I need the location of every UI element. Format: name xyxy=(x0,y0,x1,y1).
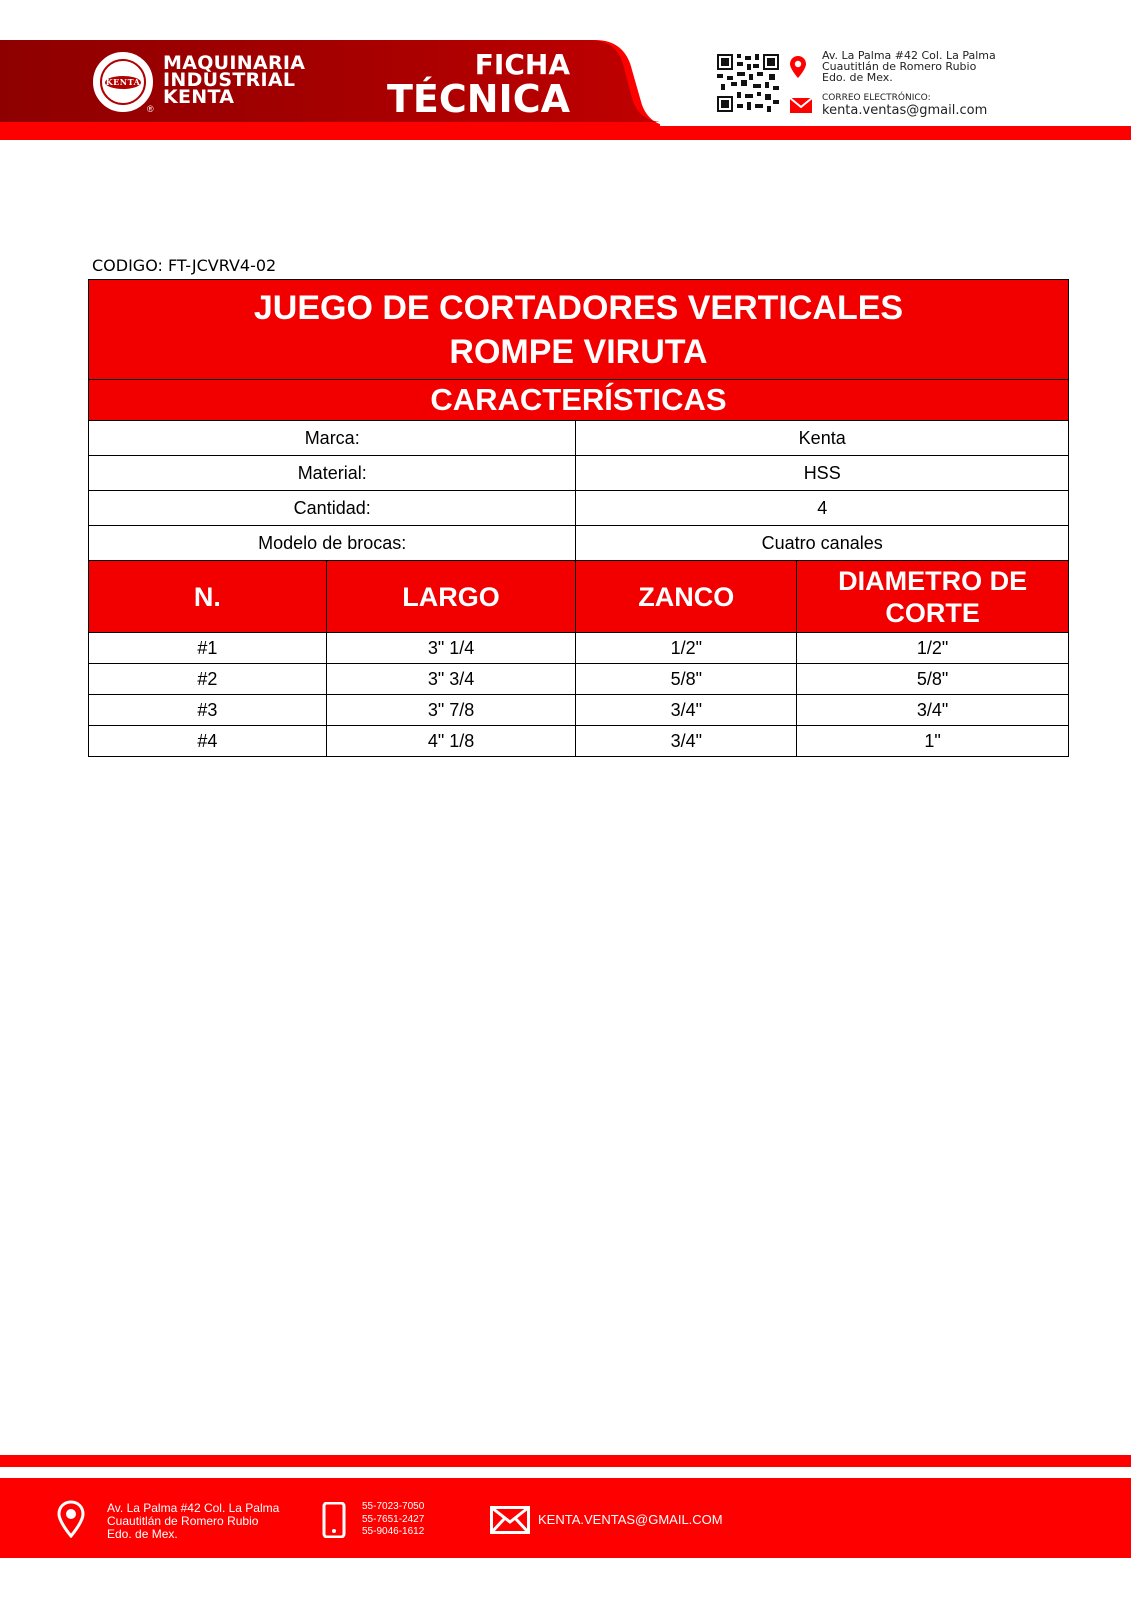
col-header-diametro: DIAMETRO DE CORTE xyxy=(797,561,1069,633)
spec-value: Cuatro canales xyxy=(576,526,1069,561)
product-title: JUEGO DE CORTADORES VERTICALES ROMPE VIRUTA xyxy=(89,280,1069,380)
envelope-icon xyxy=(790,98,812,113)
col-header-zanco: ZANCO xyxy=(576,561,797,633)
spec-row xyxy=(89,491,1069,526)
document-code: CODIGO: FT-JCVRV4-02 xyxy=(92,256,277,275)
header-email[interactable]: kenta.ventas@gmail.com xyxy=(822,103,988,118)
envelope-icon xyxy=(490,1506,530,1534)
table-row: #1 3" 1/4 1/2" 1/2" xyxy=(89,633,1069,664)
column-header-row xyxy=(89,561,1069,633)
document-type-title: FICHA TÉCNICA xyxy=(386,48,570,121)
spec-value: HSS xyxy=(576,456,1069,491)
col-header-largo: LARGO xyxy=(326,561,576,633)
footer-red-stripe xyxy=(0,1455,1131,1467)
table-row: #4 4" 1/8 3/4" 1" xyxy=(89,726,1069,757)
header-address: Av. La Palma #42 Col. La Palma Cuautitlán de Romero Rubio Edo. de Mex. xyxy=(822,49,996,84)
table-row: #3 3" 7/8 3/4" 3/4" xyxy=(89,695,1069,726)
location-pin-icon xyxy=(790,56,806,78)
spec-value: Kenta xyxy=(576,421,1069,456)
spec-row xyxy=(89,456,1069,491)
col-header-n: N. xyxy=(89,561,327,633)
spec-table xyxy=(88,279,1069,757)
qr-code-icon xyxy=(717,54,779,112)
spec-row xyxy=(89,526,1069,561)
spec-label: Modelo de brocas: xyxy=(89,526,576,561)
kenta-logo xyxy=(93,52,153,112)
spec-row xyxy=(89,421,1069,456)
phone-icon xyxy=(322,1502,346,1538)
logo-text: KENTA xyxy=(105,77,141,87)
spec-label: Marca: xyxy=(89,421,576,456)
spec-label: Material: xyxy=(89,456,576,491)
company-name: MAQUINARIA INDUSTRIAL KENTA xyxy=(163,52,306,108)
location-pin-icon xyxy=(57,1500,85,1538)
page-header xyxy=(0,0,1131,150)
spec-label: Cantidad: xyxy=(89,491,576,526)
section-title: CARACTERÍSTICAS xyxy=(89,380,1069,421)
table-row: #2 3" 3/4 5/8" 5/8" xyxy=(89,664,1069,695)
footer-phones: 55-7023-7050 55-7651-2427 55-9046-1612 xyxy=(362,1501,425,1537)
registered-mark: ® xyxy=(147,104,154,114)
footer-email[interactable]: KENTA.VENTAS@GMAIL.COM xyxy=(538,1512,723,1527)
spec-value: 4 xyxy=(576,491,1069,526)
footer-address: Av. La Palma #42 Col. La Palma Cuautitlán de Romero Rubio Edo. de Mex. xyxy=(107,1501,280,1541)
email-label: CORREO ELECTRÓNICO: xyxy=(822,93,931,103)
